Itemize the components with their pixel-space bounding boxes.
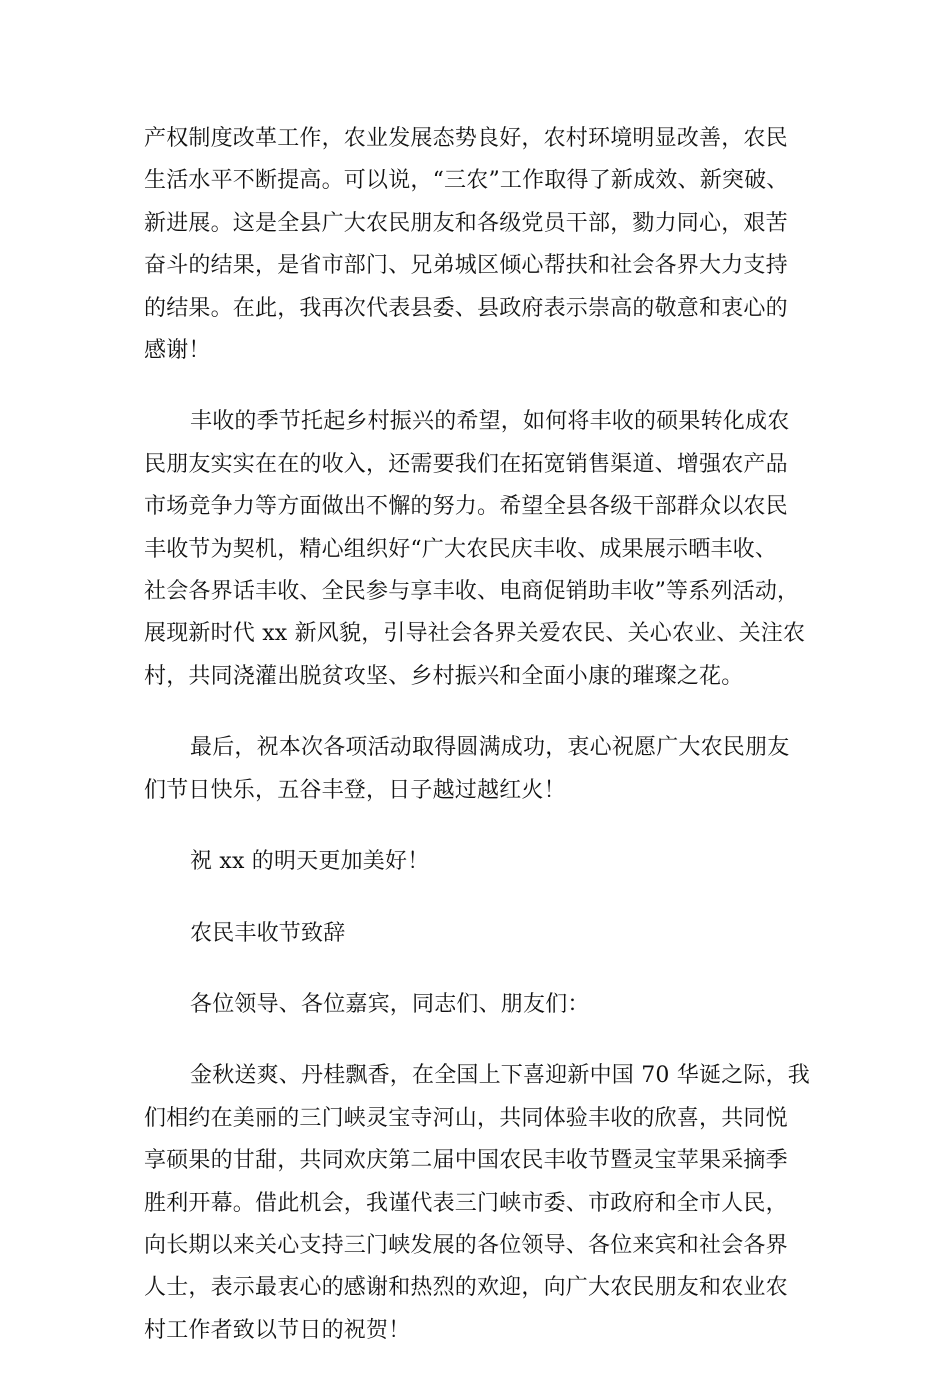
text-line: 村，共同浇灌出脱贫攻坚、乡村振兴和全面小康的璀璨之花。 bbox=[144, 663, 744, 689]
text-line: 丰收的季节托起乡村振兴的希望，如何将丰收的硕果转化成农 bbox=[190, 409, 790, 435]
paragraph bbox=[144, 118, 824, 372]
text-line: 们相约在美丽的三门峡灵宝寺河山，共同体验丰收的欣喜，共同悦 bbox=[144, 1105, 788, 1131]
text-line: 市场竞争力等方面做出不懈的努力。希望全县各级干部群众以农民 bbox=[144, 494, 788, 520]
paragraph bbox=[144, 1055, 824, 1352]
text-line: 社会各界话丰收、全民参与享丰收、电商促销助丰收”等系列活动， bbox=[144, 579, 800, 605]
speech-title bbox=[144, 913, 824, 955]
text-line: 的结果。在此，我再次代表县委、县政府表示崇高的敬意和衷心的 bbox=[144, 295, 788, 321]
text-line: 享硕果的甘甜，共同欢庆第二届中国农民丰收节暨灵宝苹果采摘季 bbox=[144, 1148, 788, 1174]
paragraph bbox=[144, 727, 824, 812]
text-line: 农民丰收节致辞 bbox=[190, 920, 346, 946]
text-line: 胜利开幕。借此机会，我谨代表三门峡市委、市政府和全市人民， bbox=[144, 1190, 788, 1216]
text-line: 丰收节为契机，精心组织好“广大农民庆丰收、成果展示晒丰收、 bbox=[144, 536, 778, 562]
closing-wish bbox=[144, 841, 824, 883]
text-line: 民朋友实实在在的收入，还需要我们在拓宽销售渠道、增强农产品 bbox=[144, 451, 788, 477]
text-line: 新进展。这是全县广大农民朋友和各级党员干部，勠力同心，艰苦 bbox=[144, 210, 788, 236]
text-line: 最后，祝本次各项活动取得圆满成功，衷心祝愿广大农民朋友 bbox=[190, 735, 790, 761]
text-line: 金秋送爽、丹桂飘香，在全国上下喜迎新中国 70 华诞之际，我 bbox=[190, 1063, 810, 1089]
document-body bbox=[144, 118, 824, 1381]
salutation bbox=[144, 984, 824, 1026]
paragraph bbox=[144, 401, 824, 698]
text-line: 祝 xx 的明天更加美好！ bbox=[190, 849, 430, 875]
text-line: 人士，表示最衷心的感谢和热烈的欢迎，向广大农民朋友和农业农 bbox=[144, 1275, 788, 1301]
text-line: 产权制度改革工作，农业发展态势良好，农村环境明显改善，农民 bbox=[144, 126, 788, 151]
text-line: 各位领导、各位嘉宾，同志们、朋友们： bbox=[190, 991, 590, 1017]
text-line: 展现新时代 xx 新风貌，引导社会各界关爱农民、关心农业、关注农 bbox=[144, 621, 806, 647]
text-line: 生活水平不断提高。可以说，“三农”工作取得了新成效、新突破、 bbox=[144, 168, 789, 194]
text-line: 村工作者致以节日的祝贺！ bbox=[144, 1317, 411, 1343]
text-line: 向长期以来关心支持三门峡发展的各位领导、各位来宾和社会各界 bbox=[144, 1232, 788, 1258]
text-line: 奋斗的结果，是省市部门、兄弟城区倾心帮扶和社会各界大力支持 bbox=[144, 253, 788, 279]
text-line: 感谢！ bbox=[144, 338, 211, 364]
text-line: 们节日快乐，五谷丰登，日子越过越红火！ bbox=[144, 777, 566, 803]
